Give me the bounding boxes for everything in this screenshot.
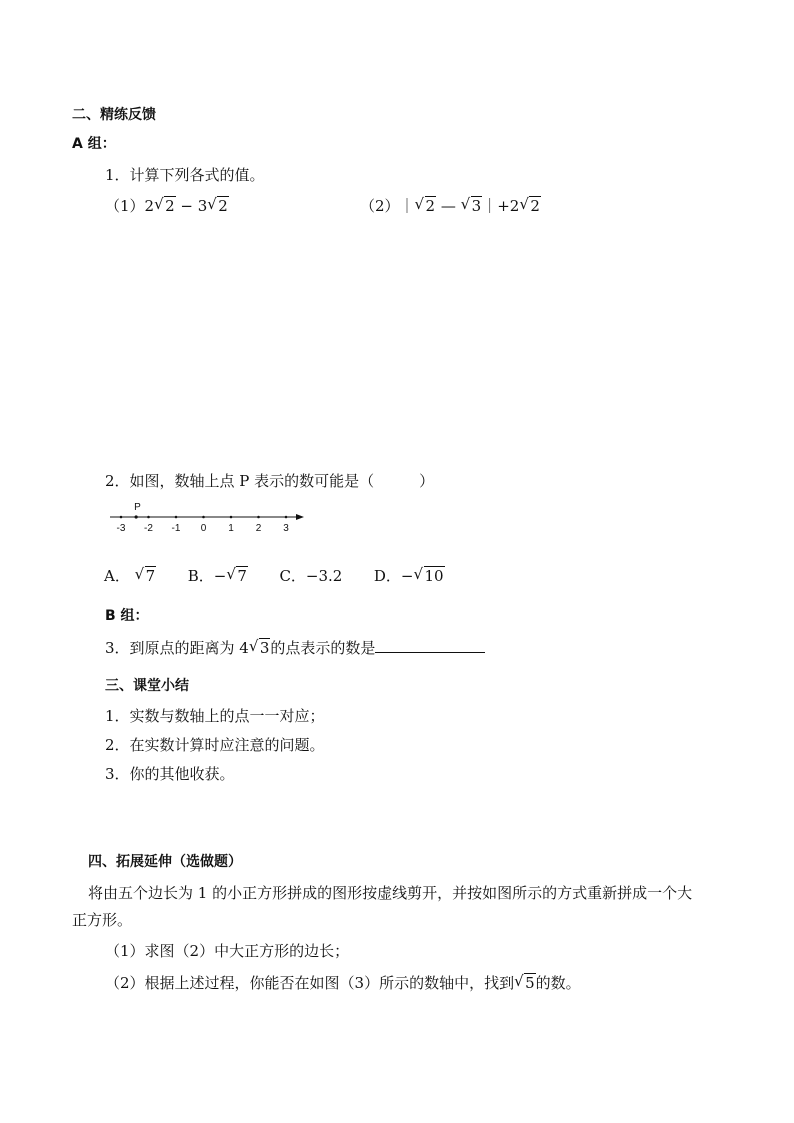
point-p-marker [135, 515, 138, 518]
tick-mark [120, 516, 123, 519]
group-b-label: B 组： [105, 608, 149, 624]
sqrt-expression: √ 2 [416, 196, 437, 216]
sqrt-expression: √ 3 [462, 196, 483, 216]
section-heading-practice: 二、精练反馈 [72, 107, 156, 123]
tick-mark [175, 516, 178, 519]
group-a-label: A 组： [72, 136, 116, 152]
sqrt-expression: √ 2 [208, 196, 229, 216]
sqrt-expression: √ 7 [227, 566, 248, 586]
number-line-figure [108, 498, 308, 538]
sqrt-expression: √ 10 [415, 566, 445, 586]
tick-label: -3 [116, 523, 126, 534]
question-1-part-1 [105, 196, 229, 216]
answer-blank[interactable] [375, 638, 485, 653]
tick-label: 2 [255, 523, 262, 534]
section-heading-extension: 四、拓展延伸（选做题） [88, 854, 242, 870]
tick-label: 3 [283, 523, 289, 534]
tick-label: 0 [200, 523, 207, 534]
tick-label: -2 [144, 523, 153, 534]
question-1-prompt: 1．计算下列各式的值。 [105, 166, 265, 184]
question-1-part-2 [360, 196, 541, 216]
option-d[interactable] [374, 567, 445, 585]
option-a[interactable] [104, 567, 156, 585]
tick-mark [147, 516, 150, 519]
tick-label: -1 [171, 523, 181, 534]
option-b-label: B．− [187, 567, 227, 585]
tick-label: 1 [228, 523, 234, 534]
section-heading-summary: 三、课堂小结 [105, 678, 189, 694]
point-p-label: P [134, 502, 141, 513]
tick-mark [285, 516, 288, 519]
option-c[interactable]: C．−3.2 [279, 567, 343, 585]
question-2-prompt: 2．如图，数轴上点 P 表示的数可能是（ ） [105, 472, 435, 490]
summary-item: 3．你的其他收获。 [105, 765, 235, 783]
question-3 [105, 638, 485, 658]
option-b[interactable] [188, 567, 248, 585]
sqrt-expression: √ 7 [136, 566, 157, 586]
operator-text: ｜+2 [482, 197, 520, 215]
extension-subquestion-2 [105, 973, 581, 993]
subquestion-2-text: 的数。 [535, 974, 581, 992]
number-line-svg [108, 498, 308, 534]
tick-mark [202, 516, 205, 519]
coefficient: 2 [144, 197, 155, 215]
operator-text: − 3 [175, 197, 208, 215]
sqrt-expression: √ 2 [520, 196, 541, 216]
summary-item: 2．在实数计算时应注意的问题。 [105, 736, 325, 754]
sqrt-expression: √ 2 [155, 196, 176, 216]
option-d-label: D．− [373, 567, 414, 585]
option-a-label: A． [104, 567, 130, 585]
question-3-text: 3．到原点的距离为 4 [105, 639, 249, 657]
extension-subquestion-1: （1）求图（2）中大正方形的边长； [105, 942, 350, 960]
question-2-options [104, 566, 445, 586]
summary-item: 1．实数与数轴上的点一一对应； [105, 707, 325, 725]
part-1-label: （1） [105, 197, 145, 215]
sqrt-expression: √ 3 [250, 638, 271, 658]
question-3-text: 的点表示的数是 [270, 639, 376, 657]
tick-mark [230, 516, 233, 519]
operator-text: — [436, 197, 461, 215]
extension-paragraph-line-2: 正方形。 [72, 911, 133, 929]
tick-mark [257, 516, 260, 519]
extension-paragraph-line-1: 将由五个边长为 1 的小正方形拼成的图形按虚线剪开，并按如图所示的方式重新拼成一个大 [88, 884, 693, 902]
axis-arrow-icon [296, 514, 304, 520]
part-2-label: （2）｜ [360, 197, 415, 215]
sqrt-expression: √ 5 [515, 973, 536, 993]
subquestion-2-text: （2）根据上述过程，你能否在如图（3）所示的数轴中，找到 [105, 974, 515, 992]
